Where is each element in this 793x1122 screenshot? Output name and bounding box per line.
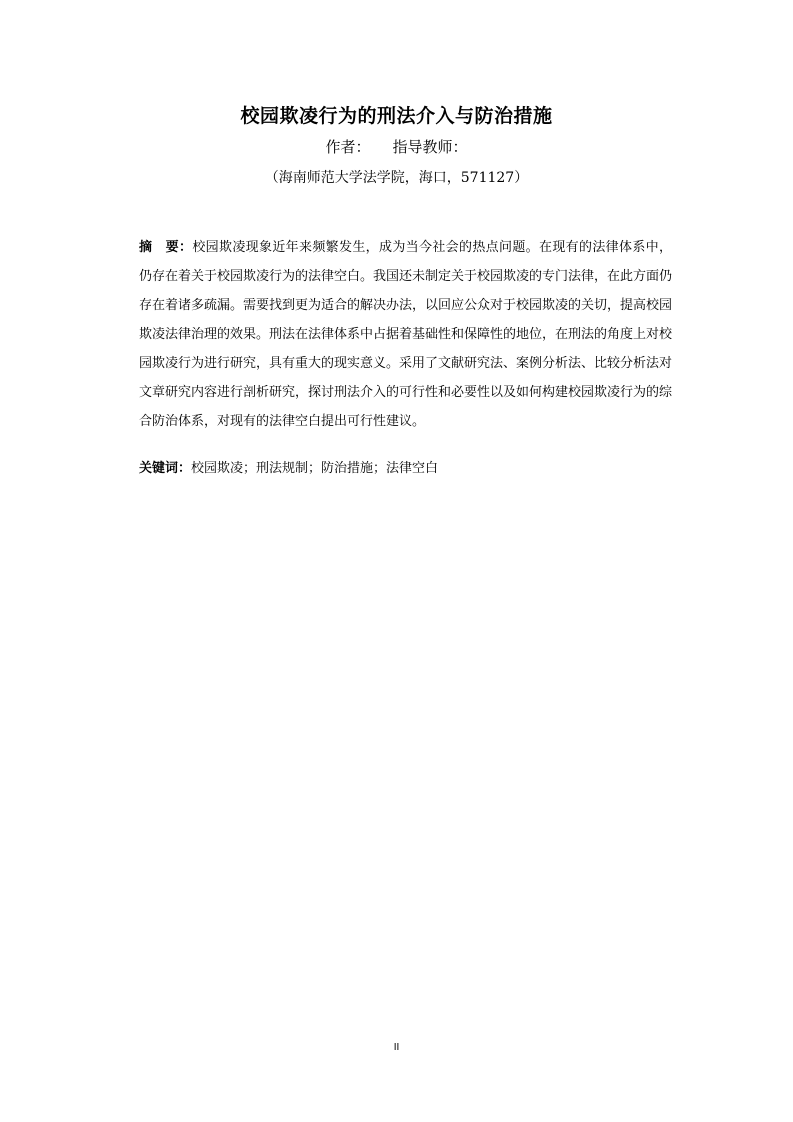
keywords-text: 校园欺凌；刑法规制；防治措施；法律空白 [191,461,439,476]
page-number: II [393,1042,400,1053]
abstract [139,233,672,436]
paper-title: 校园欺凌行为的刑法介入与防治措施 [240,105,553,127]
author-label: 作者： [325,138,371,156]
author-line [0,136,793,158]
keywords-label: 关键词： [139,461,192,476]
affiliation: （海南师范大学法学院，海口，571127） [264,170,529,186]
abstract-text: 校园欺凌现象近年来频繁发生，成为当今社会的热点问题。在现有的法律体系中，仍存在着关于校园欺凌行为的法律空白。我国还未制定关于校园欺凌的专门法律，在此方面仍存在着诸多疏漏。需要找到更为适合的解决办法，以回应公众对于校园欺凌的关切，提高校园欺凌法律治理的效果。刑法在法律体系中占据着基础性和保障性的地位，在刑法的角度上对校园欺凌行为进行研究，具有重大的现实意义。采用了文献研究法、案例分析法、比较分析法对文章研究内容进行剖析研究，探讨刑法介入的可行性和必要性以及如何构建校园欺凌行为的综合防治体系，对现有的法律空白提出可行性建议。 [139,240,673,429]
abstract-label: 摘 要： [139,240,193,255]
advisor-label: 指导教师： [392,138,468,156]
keywords [139,454,672,483]
